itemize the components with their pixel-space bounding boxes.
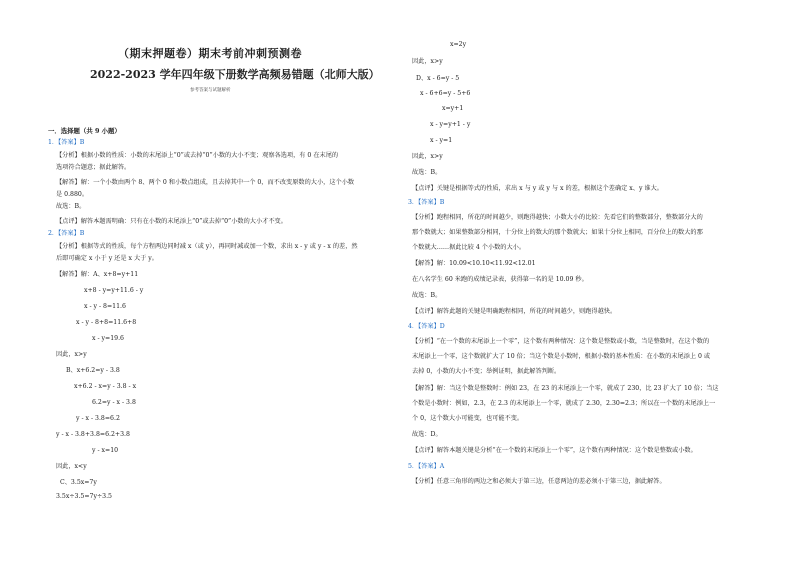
- left-text-line: x - y - 8+8=11.6+8: [76, 319, 137, 326]
- left-text-line: y - x - 3.8+3.8=6.2+3.8: [56, 431, 130, 438]
- right-text-line: 【点评】解答此题的关键是明确跑程相同，所花的时间越少，则跑得越快。: [412, 308, 617, 315]
- left-text-line: 【点评】解答本题需明确：只有在小数的末尾添上“0”或去掉“0”小数的大小才不变。: [56, 218, 287, 225]
- right-text-line: 因此，x>y: [412, 153, 443, 160]
- right-text-line: 末尾添上一个零，这个数就扩大了 10 倍；当这个数是小数时，根据小数的基本性质：在小数的末尾添上 0 或: [412, 353, 711, 360]
- right-text-line: 【解答】解：当这个数是整数时：例如 23，在 23 的末尾添上一个零，就成了 230，比 23 扩大了 10 倍；当这: [412, 385, 719, 392]
- left-text-line: x - y - 8=11.6: [84, 303, 126, 310]
- left-text-line: 一．选择题（共 9 小题）: [48, 127, 121, 135]
- left-text-line: 是 0.880。: [56, 191, 89, 198]
- right-text-line: 个 0，这个数大小可能变，也可能不变。: [412, 415, 524, 422]
- right-text-line: 故选：B。: [412, 169, 442, 176]
- left-text-line: 因此，x>y: [56, 351, 87, 358]
- right-text-line: 在八名学生 60 米跑的成绩记录表，获得第一名的是 10.09 秒。: [412, 276, 588, 283]
- document-subtitle: 2022-2023 学年四年级下册数学高频易错题（北师大版）: [90, 68, 380, 81]
- answer-key-heading: 参考答案与试题解析: [190, 88, 231, 93]
- left-text-line: B、x+6.2=y - 3.8: [66, 367, 120, 374]
- left-text-line: 【解答】解：一个小数由两个 8、两个 0 和小数点组成，且去掉其中一个 0，而不改变原数的大小，这个小数: [56, 179, 355, 186]
- left-text-line: 【分析】根据等式的性质，每个方程两边同时减 x（或 y），再同时减或加一个数，求出 x - y 或 y - x 的差，然: [56, 243, 358, 250]
- left-text-line: 选项符合题意；据此解答。: [56, 164, 131, 171]
- left-text-line: 故选：B。: [56, 203, 86, 210]
- right-text-line: D、x - 6=y - 5: [416, 75, 460, 82]
- right-text-line: 【分析】“在一个数的末尾添上一个零”，这个数有两种情况：这个数是整数或小数，当是整数时，在这个数的: [412, 338, 710, 345]
- left-text-line: 1．【答案】B: [48, 139, 85, 146]
- right-text-line: 【分析】任意三角形的两边之和必须大于第三边，任意两边的差必须小于第三边，据此解答。: [412, 478, 666, 485]
- right-text-line: x=y+1: [442, 105, 464, 112]
- left-text-line: x+8 - y=y+11.6 - y: [84, 287, 144, 294]
- left-text-line: 2．【答案】B: [48, 230, 85, 237]
- left-text-line: 【分析】根据小数的性质：小数的末尾添上“0”或去掉“0”小数的大小不变；观察各选项，有 0 在末尾的: [56, 152, 339, 159]
- left-text-line: 后即可确定 x 小于 y 还是 x 大于 y。: [56, 255, 158, 262]
- right-text-line: 【分析】跑程相同，所花的时间越少，则跑得越快；小数大小的比较：先看它们的整数部分，整数部分大的: [412, 214, 703, 221]
- right-text-line: 去掉 0，小数的大小不变；举例证明，据此解答判断。: [412, 368, 561, 375]
- right-text-line: 5．【答案】A: [408, 463, 445, 470]
- right-text-line: x - y=1: [430, 137, 453, 144]
- document-title: （期末押题卷）期末考前冲刺预测卷: [118, 47, 302, 60]
- left-text-line: C、3.5x=7y: [60, 479, 97, 486]
- left-text-line: y - x - 3.8=6.2: [76, 415, 120, 422]
- left-text-line: 【解答】解：A、x+8=y+11: [56, 271, 139, 278]
- right-text-line: 3．【答案】B: [408, 199, 445, 206]
- left-text-line: x+6.2 - x=y - 3.8 - x: [74, 383, 137, 390]
- right-text-line: x=2y: [450, 41, 467, 48]
- right-text-line: x - y=y+1 - y: [430, 121, 471, 128]
- right-text-line: 因此，x>y: [412, 58, 443, 65]
- right-text-line: 故选：D。: [412, 431, 442, 438]
- right-text-line: 【点评】关键是根据等式的性质，求出 x 与 y 或 y 与 x 的差，根据这个差确定 x、y 谁大。: [412, 185, 663, 192]
- left-text-line: 3.5x÷3.5=7y÷3.5: [56, 493, 112, 500]
- left-text-line: y - x=10: [92, 447, 119, 454]
- right-text-line: 个数就大……据此比较 4 个小数的大小。: [412, 244, 526, 251]
- right-text-line: 【解答】解：10.09<10.10<11.92<12.01: [412, 260, 536, 267]
- right-text-line: x - 6+6=y - 5+6: [420, 90, 471, 97]
- left-text-line: 因此，x<y: [56, 463, 87, 470]
- right-text-line: 【点评】解答本题关键是分析“在一个数的末尾添上一个零”，这个数有两种情况：这个数是整数或小数。: [412, 447, 697, 454]
- right-text-line: 个数是小数时：例如，2.3，在 2.3 的末尾添上一个零，就成了 2.30，2.30=2.3；所以在一个数的末尾添上一: [412, 400, 716, 407]
- right-text-line: 故选：B。: [412, 292, 442, 299]
- left-text-line: x - y=19.6: [92, 335, 124, 342]
- right-text-line: 那个数就大；如果整数部分相同，十分位上的数大的那个数就大；如果十分位上相同，百分位上的数大的那: [412, 229, 703, 236]
- right-text-line: 4．【答案】D: [408, 323, 445, 330]
- left-text-line: 6.2=y - x - 3.8: [92, 399, 136, 406]
